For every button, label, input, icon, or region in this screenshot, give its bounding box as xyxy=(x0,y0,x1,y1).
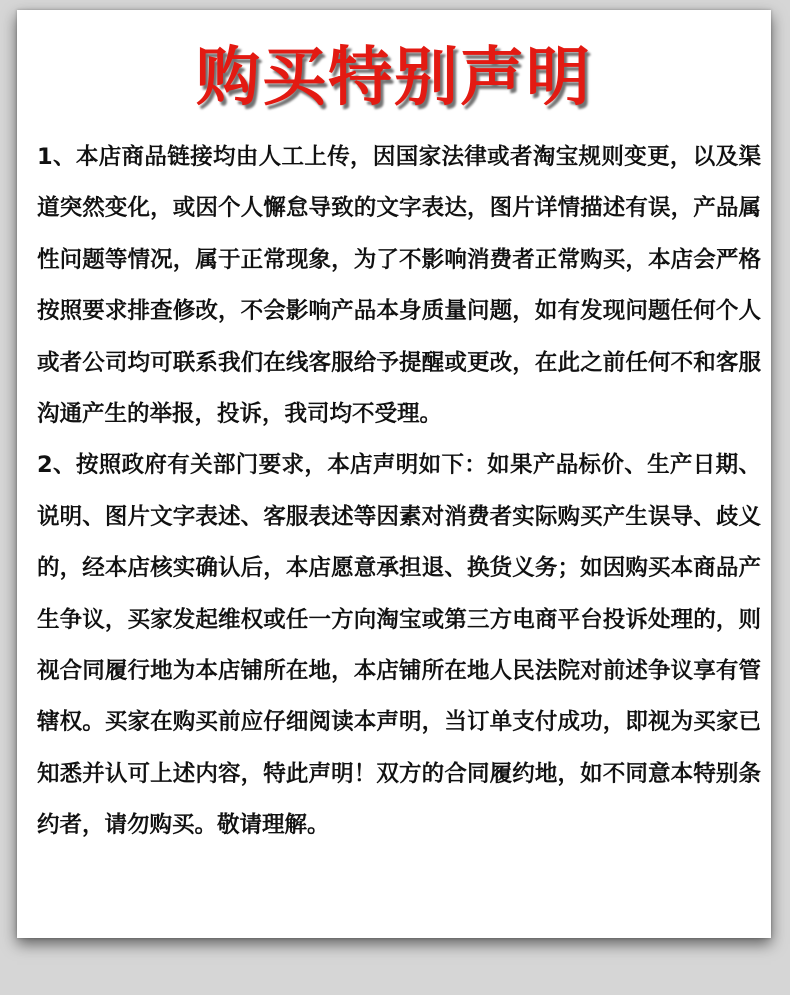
notice-paragraph-2: 2、按照政府有关部门要求，本店声明如下：如果产品标价、生产日期、说明、图片文字表述、客服表述等因素对消费者实际购买产生误导、歧义的，经本店核实确认后，本店愿意承担退、换货义务；如因购买本商品产生争议，买家发起维权或任一方向淘宝或第三方电商平台投诉处理的，则视合同履行地为本店铺所在地，本店铺所在地人民法院对前述争议享有管辖权。买家在购买前应仔细阅读本声明，当订单支付成功，即视为买家已知悉并认可上述内容，特此声明！双方的合同履约地，如不同意本特别条约者，请勿购买。敬请理解。 xyxy=(37,452,761,839)
notice-card xyxy=(17,10,771,938)
notice-body xyxy=(37,132,761,852)
notice-paragraph-1: 1、本店商品链接均由人工上传，因国家法律或者淘宝规则变更，以及渠道突然变化，或因个人懈怠导致的文字表达，图片详情描述有误，产品属性问题等情况，属于正常现象，为了不影响消费者正常购买，本店会严格按照要求排查修改，不会影响产品本身质量问题，如有发现问题任何个人或者公司均可联系我们在线客服给予提醒或更改，在此之前任何不和客服沟通产生的举报，投诉，我司均不受理。 xyxy=(37,144,761,428)
notice-title: 购买特别声明 xyxy=(196,41,592,115)
